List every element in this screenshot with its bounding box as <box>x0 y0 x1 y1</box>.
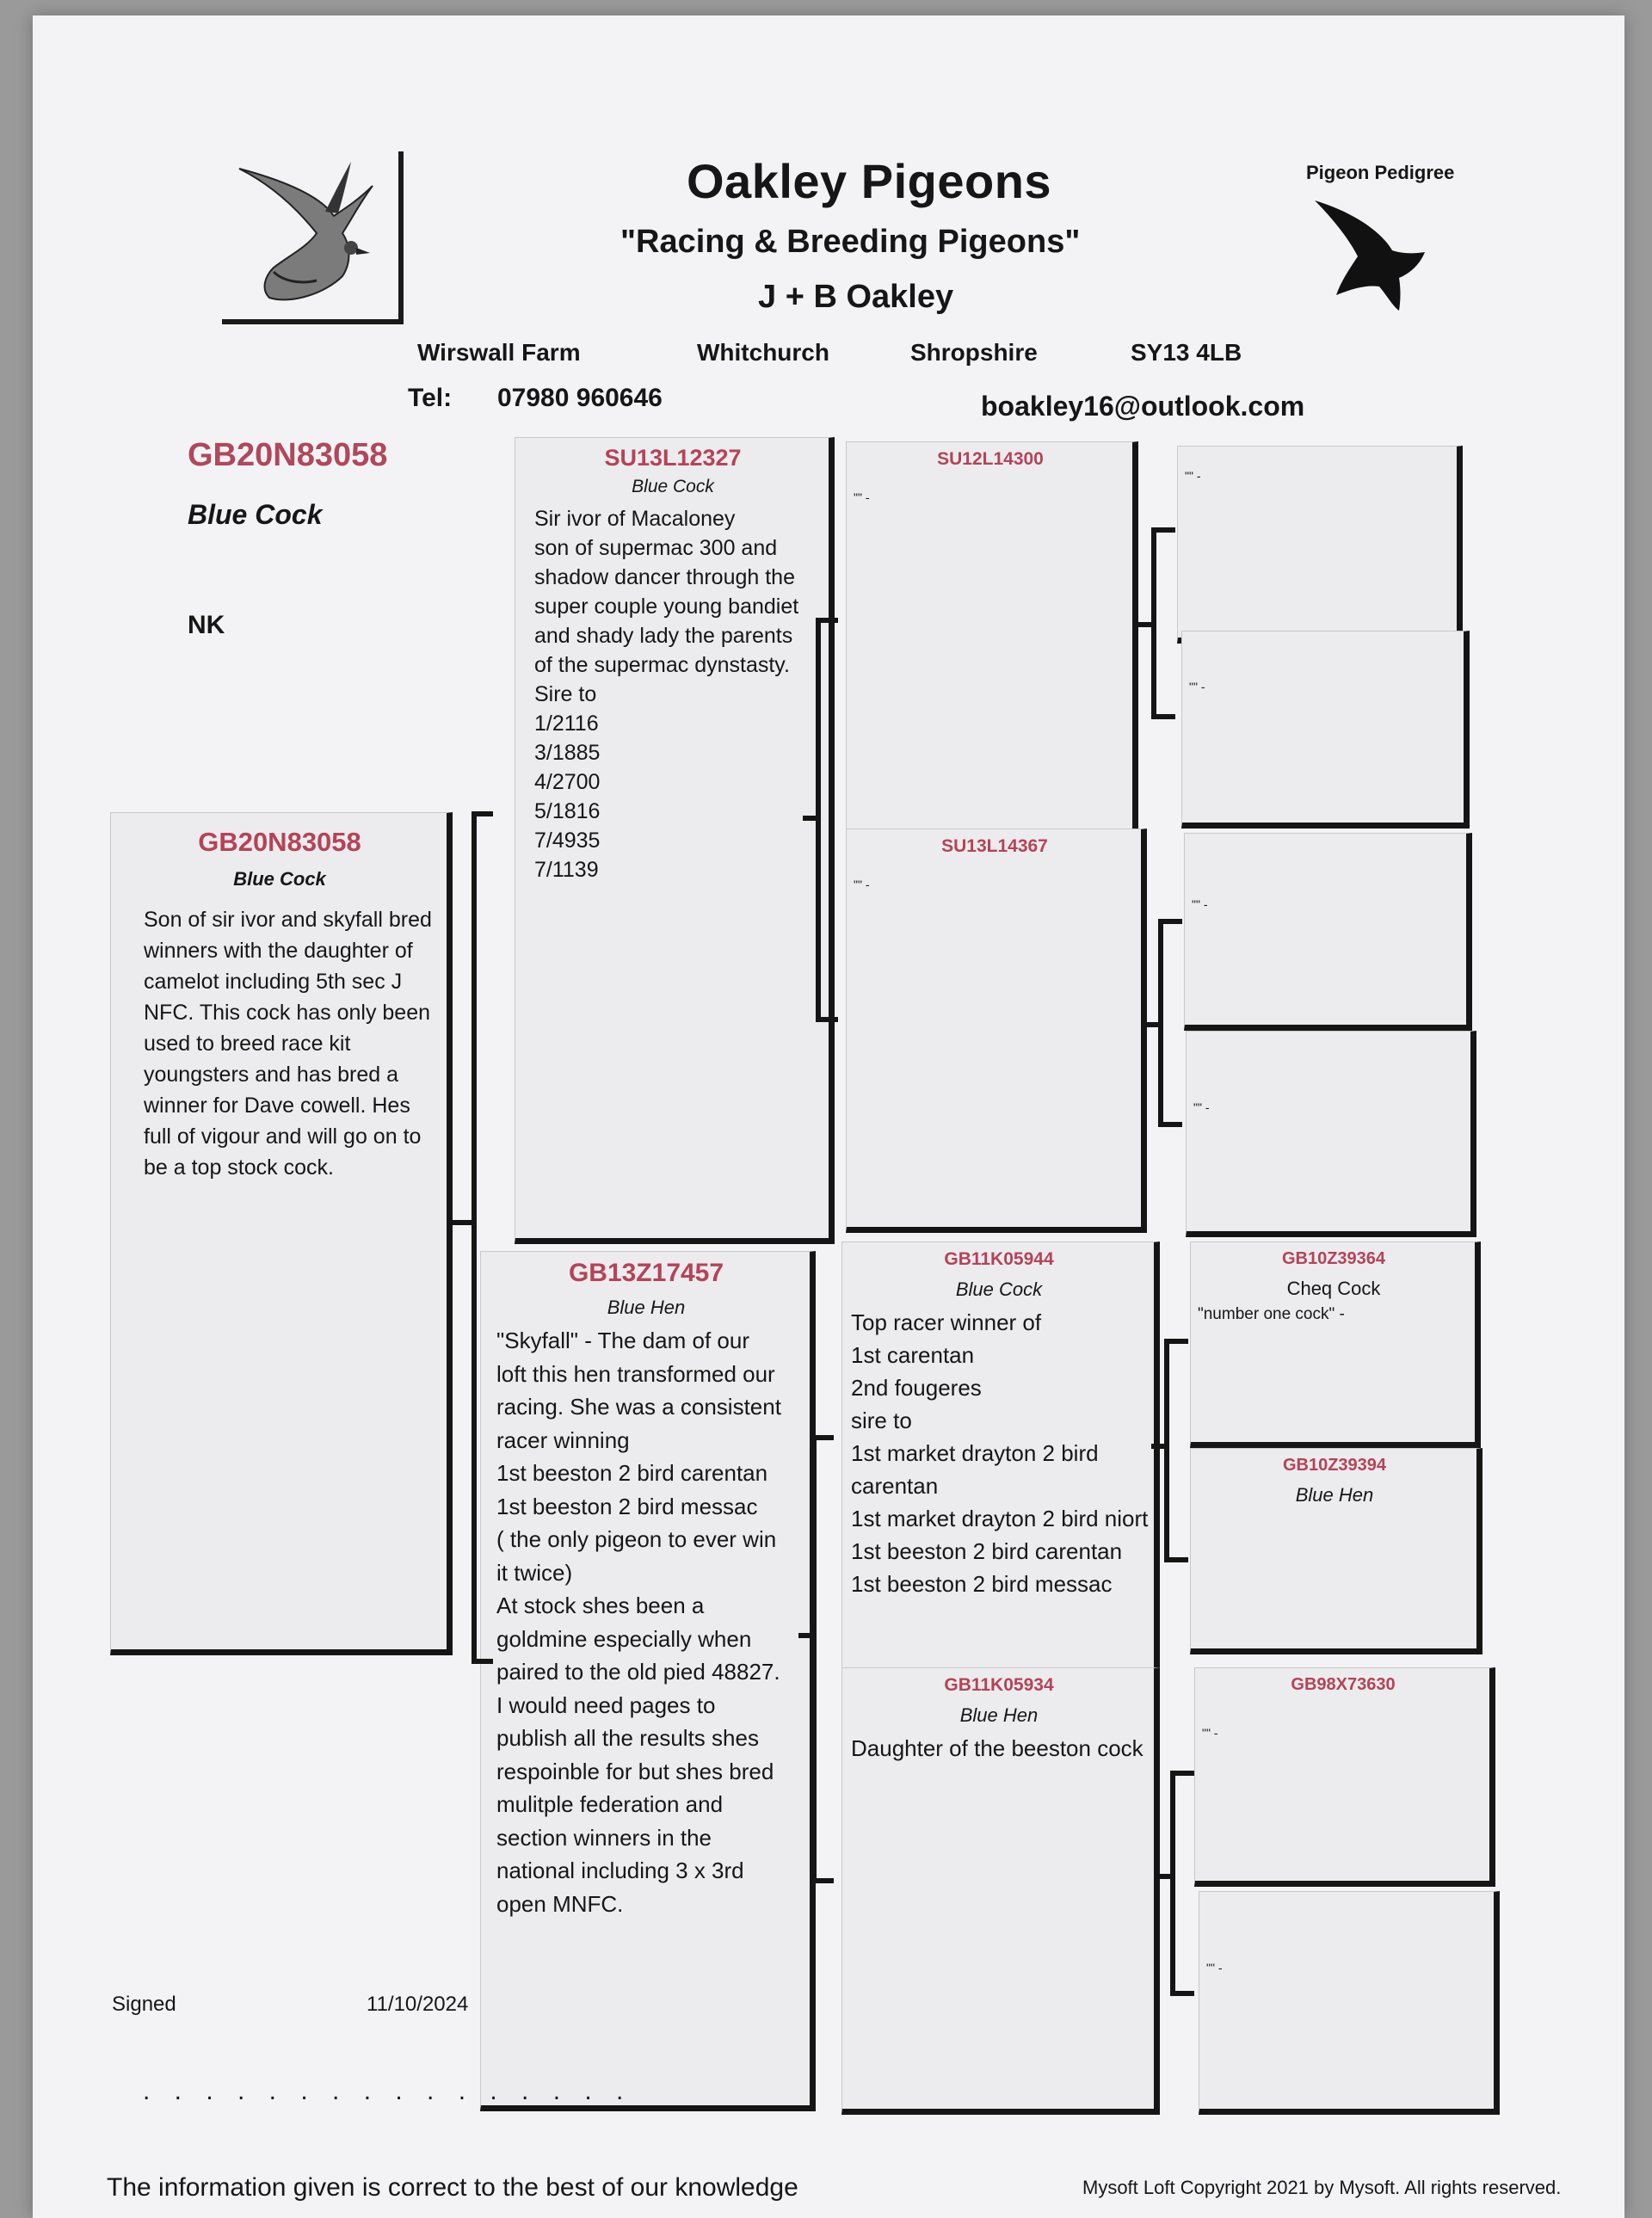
bracket-line <box>1164 1339 1169 1562</box>
page-title: Oakley Pigeons <box>687 154 1052 208</box>
gen4-box-1 <box>1177 446 1463 644</box>
bracket-line <box>1170 1991 1194 1996</box>
bracket-line <box>1164 1557 1188 1562</box>
ditto-note: "" - <box>854 490 870 504</box>
subject-extra: NK <box>188 611 225 639</box>
ditto-note: "" - <box>1192 897 1208 911</box>
colour-label: Cheq Cock <box>1286 1278 1381 1299</box>
ditto-note: "" - <box>1189 680 1205 693</box>
bracket-line <box>798 1633 816 1638</box>
ditto-note: "" - <box>854 878 870 891</box>
owner-name: J + B Oakley <box>758 279 954 315</box>
pigeon-description: "Skyfall" - The dam of our loft this hen transformed our racing. She was a consistent racer winning 1st beeston 2 bird carentan 1st beeston 2 bird messac ( the only pigeon to ever win it twice) At stock shes been a goldmine especially when paired to the old pied 48827. I would need pages to publish all the results shes respoinble for but shes bred mulitple federation and section winners in the national including 3 x 3rd open MNFC. <box>496 1328 781 1917</box>
gen4-box-8 <box>1199 1891 1500 2115</box>
gen4-box-4 <box>1186 1031 1476 1237</box>
colour-label: Blue Hen <box>959 1704 1039 1726</box>
bracket-line <box>1137 622 1154 627</box>
gen4-box-2 <box>1181 631 1470 829</box>
subject-colour: Blue Cock <box>188 499 323 530</box>
bracket-line <box>1151 1444 1167 1449</box>
bracket-line <box>472 811 477 1663</box>
ring-number: SU13L14367 <box>941 836 1048 856</box>
bracket-line <box>1151 714 1175 719</box>
signature-line: . . . . . . . . . . . . . . . . <box>143 2077 632 2105</box>
ring-number: SU12L14300 <box>937 449 1044 469</box>
subject-ring-number: GB20N83058 <box>188 437 388 473</box>
pigeon-description: Sir ivor of Macaloney son of supermac 300 and shadow dancer through the super couple young bandiet and shady lady the parents of the supermac dynstasty. Sire to 1/2116 3/1885 4/2700 5/1816 7/4935 7/1139 <box>534 507 799 882</box>
bird-silhouette-icon <box>1306 192 1427 312</box>
bracket-line <box>816 618 838 623</box>
ring-number: GB11K05944 <box>944 1249 1054 1269</box>
pigeon-description: Daughter of the beeston cock <box>851 1735 1143 1761</box>
colour-label: Blue Hen <box>1295 1484 1374 1506</box>
signed-date: 11/10/2024 <box>367 1993 469 2016</box>
bracket-line <box>472 811 493 816</box>
colour-label: Blue Cock <box>632 477 714 496</box>
ring-number: GB10Z39394 <box>1282 1456 1387 1475</box>
email-address: boakley16@outlook.com <box>981 391 1305 422</box>
bracket-line <box>1156 1874 1173 1879</box>
gen4-box-3 <box>1184 833 1472 1031</box>
note: "number one cock" - <box>1198 1305 1345 1323</box>
document-type-label: Pigeon Pedigree <box>1306 162 1455 183</box>
bracket-line <box>811 1435 834 1440</box>
bracket-line <box>1151 527 1175 533</box>
ring-number: GB13Z17457 <box>568 1259 724 1287</box>
gen4-box-6 <box>1190 1448 1482 1654</box>
ring-number: GB11K05934 <box>944 1675 1054 1695</box>
bracket-line <box>1170 1771 1175 1996</box>
bracket-line <box>811 1435 817 1882</box>
gen4-box-5 <box>1190 1241 1481 1448</box>
ditto-note: "" - <box>1193 1100 1210 1114</box>
ring-number: GB20N83058 <box>198 827 361 857</box>
bracket-line <box>472 1659 493 1664</box>
copyright-notice: Mysoft Loft Copyright 2021 by Mysoft. All rights reserved. <box>1082 2177 1562 2198</box>
gen3-sd-box <box>846 829 1147 1233</box>
colour-label: Blue Cock <box>955 1278 1043 1300</box>
address-farm: Wirswall Farm <box>417 339 581 366</box>
address-postcode: SY13 4LB <box>1131 339 1242 366</box>
bracket-line <box>811 1878 834 1883</box>
ring-number: GB10Z39364 <box>1281 1249 1386 1268</box>
gen2-dam-box <box>480 1251 816 2111</box>
tel-number: 07980 960646 <box>497 384 663 412</box>
bracket-line <box>1170 1771 1194 1776</box>
gen1-sire-box <box>110 812 453 1655</box>
signed-label: Signed <box>112 1993 176 2016</box>
pigeon-description: Son of sir ivor and skyfall bred winners with the daughter of camelot including 5th sec J NFC. This cock has only been used to breed race kit youngsters and has bred a winner for Dave cowell. Hes full of vigour and will go on to be a top stock cock. <box>144 908 432 1180</box>
gen2-sire-box <box>515 437 835 1244</box>
bracket-line <box>1158 919 1182 924</box>
tel-label: Tel: <box>408 384 453 412</box>
pigeon-description: Top racer winner of 1st carentan 2nd fougeres sire to 1st market drayton 2 bird carentan 1st market drayton 2 bird niort 1st beeston 2 bird carentan 1st beeston 2 bird messac <box>851 1309 1149 1597</box>
address-town: Whitchurch <box>697 339 829 366</box>
ditto-note: "" - <box>1185 469 1201 483</box>
bracket-line <box>803 816 820 821</box>
bracket-line <box>1164 1339 1188 1344</box>
ditto-note: "" - <box>1206 1961 1223 1975</box>
gen4-box-7 <box>1194 1667 1495 1887</box>
bracket-line <box>1158 1122 1182 1127</box>
colour-label: Blue Hen <box>607 1297 686 1318</box>
gen3-dd-box <box>841 1667 1160 2115</box>
bracket-line <box>816 1017 838 1022</box>
bracket-line <box>1143 1022 1160 1027</box>
ring-number: GB98X73630 <box>1291 1675 1396 1694</box>
bracket-line <box>450 1220 474 1225</box>
ring-number: SU13L12327 <box>604 445 742 471</box>
logo-frame <box>222 151 404 324</box>
ditto-note: "" - <box>1202 1726 1218 1740</box>
pigeon-logo-icon <box>222 151 394 315</box>
colour-label: Blue Cock <box>233 868 326 890</box>
page-subtitle: "Racing & Breeding Pigeons" <box>620 224 1081 260</box>
address-county: Shropshire <box>910 339 1038 366</box>
gen3-ss-box <box>846 441 1138 837</box>
pedigree-sheet <box>33 15 1624 2218</box>
gen3-ds-box <box>841 1241 1160 1689</box>
disclaimer: The information given is correct to the best of our knowledge <box>107 2173 798 2202</box>
